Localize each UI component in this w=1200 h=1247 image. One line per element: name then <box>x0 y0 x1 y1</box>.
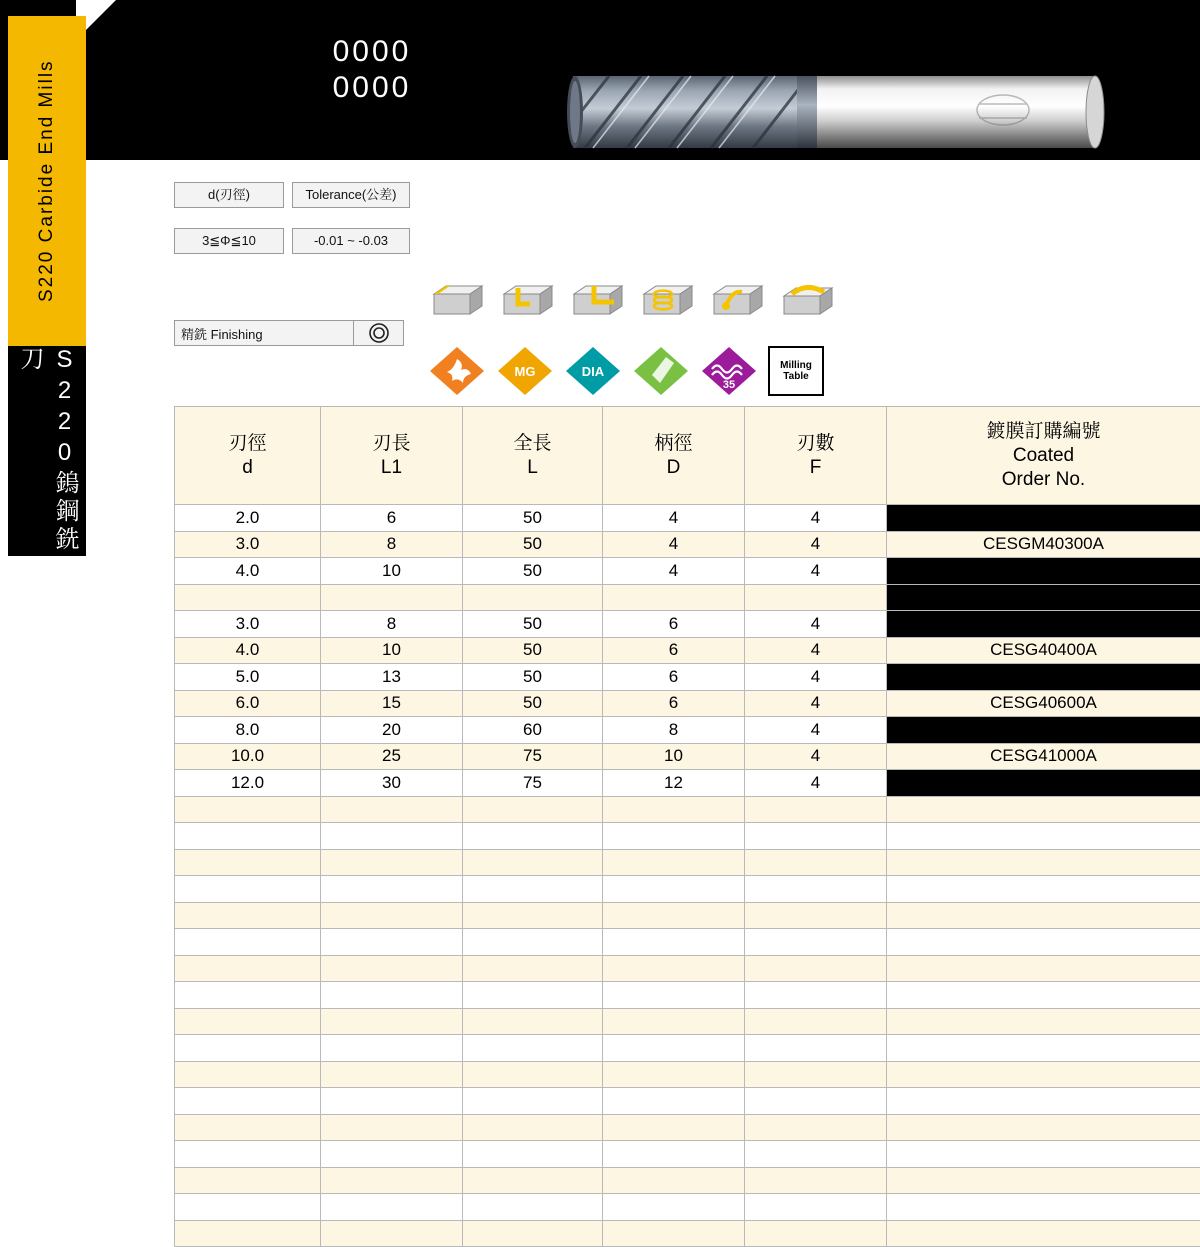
cell-flute-length <box>321 823 463 850</box>
table-row <box>175 1061 1200 1088</box>
cell-diameter: 12.0 <box>175 770 321 797</box>
tolerance-table <box>174 182 410 263</box>
cell-flute-length <box>321 1035 463 1062</box>
col-header-order-no <box>887 407 1200 505</box>
cell-shank-diameter <box>603 1088 745 1115</box>
cell-diameter: 3.0 <box>175 611 321 638</box>
cell-order-number <box>887 664 1200 691</box>
col-header-shank-d-cn: 柄徑 <box>603 432 744 456</box>
cell-diameter <box>175 1220 321 1247</box>
cell-overall-length: 75 <box>463 743 603 770</box>
cell-flute-length: 13 <box>321 664 463 691</box>
cell-flute-count: 4 <box>745 531 887 558</box>
table-row <box>175 611 1200 638</box>
end-mill-photo <box>565 62 1120 162</box>
cell-order-number <box>887 876 1200 903</box>
cell-flute-count: 4 <box>745 664 887 691</box>
cell-diameter <box>175 1008 321 1035</box>
cell-order-number <box>887 611 1200 638</box>
cell-flute-length: 25 <box>321 743 463 770</box>
cell-shank-diameter: 10 <box>603 743 745 770</box>
cell-overall-length: 50 <box>463 558 603 585</box>
cell-shank-diameter: 12 <box>603 770 745 797</box>
cell-flute-length <box>321 982 463 1009</box>
cell-flute-length <box>321 1194 463 1221</box>
milling-table-badge[interactable] <box>768 346 824 396</box>
table-row <box>175 505 1200 532</box>
spine-title-english: S220 Carbide End Mills <box>8 16 86 346</box>
col-header-l1 <box>321 407 463 505</box>
cell-order-number <box>887 505 1200 532</box>
cell-overall-length: 60 <box>463 717 603 744</box>
col-header-l-cn: 全長 <box>463 432 602 456</box>
cell-overall-length <box>463 1220 603 1247</box>
cell-flute-count <box>745 955 887 982</box>
cell-overall-length <box>463 584 603 611</box>
shoulder-cut-icon <box>570 280 626 322</box>
cell-overall-length <box>463 1008 603 1035</box>
cell-order-number <box>887 796 1200 823</box>
milling-table-label: Milling Table <box>770 360 822 382</box>
cell-diameter <box>175 902 321 929</box>
cell-diameter <box>175 1194 321 1221</box>
cell-overall-length <box>463 1088 603 1115</box>
cell-flute-count <box>745 902 887 929</box>
cell-flute-length <box>321 876 463 903</box>
cell-overall-length <box>463 1194 603 1221</box>
cell-overall-length <box>463 823 603 850</box>
cell-order-number <box>887 1061 1200 1088</box>
cell-flute-length: 10 <box>321 558 463 585</box>
helical-cut-icon <box>640 280 696 322</box>
cell-diameter <box>175 1114 321 1141</box>
cell-flute-length <box>321 1061 463 1088</box>
cell-flute-length <box>321 1088 463 1115</box>
cell-diameter <box>175 1061 321 1088</box>
cell-order-number <box>887 1220 1200 1247</box>
table-row <box>175 770 1200 797</box>
col-header-d-en: d <box>175 456 320 480</box>
cell-shank-diameter <box>603 1035 745 1062</box>
table-row <box>175 1167 1200 1194</box>
cell-flute-count: 4 <box>745 690 887 717</box>
cell-overall-length <box>463 1141 603 1168</box>
cell-overall-length <box>463 929 603 956</box>
cell-flute-length <box>321 902 463 929</box>
cell-shank-diameter <box>603 1114 745 1141</box>
col-header-shank-d <box>603 407 745 505</box>
cell-order-number: CESG41000A <box>887 743 1200 770</box>
cell-flute-count <box>745 584 887 611</box>
tolerance-header-d: d(刃徑) <box>174 182 284 208</box>
cell-diameter <box>175 796 321 823</box>
tolerance-header-tolerance: Tolerance(公差) <box>292 182 410 208</box>
cell-order-number <box>887 558 1200 585</box>
cell-shank-diameter <box>603 955 745 982</box>
cell-order-number <box>887 1194 1200 1221</box>
cell-shank-diameter <box>603 982 745 1009</box>
cell-overall-length <box>463 849 603 876</box>
product-code-block <box>312 34 432 106</box>
cell-diameter <box>175 1141 321 1168</box>
table-row <box>175 1114 1200 1141</box>
col-header-order-en: Coated <box>887 444 1200 468</box>
cell-shank-diameter <box>603 1061 745 1088</box>
cell-shank-diameter <box>603 1220 745 1247</box>
cell-order-number <box>887 584 1200 611</box>
cell-flute-count: 4 <box>745 770 887 797</box>
cell-shank-diameter: 4 <box>603 531 745 558</box>
cell-flute-count <box>745 1061 887 1088</box>
cell-overall-length: 75 <box>463 770 603 797</box>
col-header-l <box>463 407 603 505</box>
cell-overall-length <box>463 1114 603 1141</box>
cell-flute-count <box>745 849 887 876</box>
cell-overall-length <box>463 1167 603 1194</box>
cell-flute-length <box>321 1167 463 1194</box>
table-row <box>175 982 1200 1009</box>
tolerance-data-row <box>174 228 410 254</box>
coating-icon <box>428 345 486 397</box>
cell-order-number <box>887 1035 1200 1062</box>
cell-flute-count <box>745 1220 887 1247</box>
table-row <box>175 637 1200 664</box>
table-row <box>175 1141 1200 1168</box>
cell-flute-count: 4 <box>745 717 887 744</box>
cell-shank-diameter: 6 <box>603 690 745 717</box>
cell-order-number <box>887 823 1200 850</box>
cell-shank-diameter <box>603 902 745 929</box>
product-code-line-2: 0000 <box>312 70 432 106</box>
cell-overall-length <box>463 982 603 1009</box>
cell-flute-count <box>745 1194 887 1221</box>
cell-order-number: CESGM40300A <box>887 531 1200 558</box>
cell-order-number: CESG40400A <box>887 637 1200 664</box>
cell-flute-length <box>321 929 463 956</box>
machining-pictograms <box>430 280 836 322</box>
table-row <box>175 1008 1200 1035</box>
col-header-order-cn: 鍍膜訂購編號 <box>887 420 1200 444</box>
cell-flute-length <box>321 796 463 823</box>
cell-flute-length <box>321 1114 463 1141</box>
col-header-flutes <box>745 407 887 505</box>
cell-order-number <box>887 929 1200 956</box>
table-header-row <box>175 407 1200 505</box>
product-code-line-1: 0000 <box>312 34 432 70</box>
slot-cut-icon <box>430 280 486 322</box>
table-row <box>175 849 1200 876</box>
table-row <box>175 955 1200 982</box>
col-header-d-cn: 刃徑 <box>175 432 320 456</box>
mg-badge-label: MG <box>496 345 554 397</box>
cell-flute-length <box>321 955 463 982</box>
tolerance-value: -0.01 ~ -0.03 <box>292 228 410 254</box>
cell-order-number <box>887 1141 1200 1168</box>
step-cut-icon <box>500 280 556 322</box>
helix-angle-badge <box>700 345 758 397</box>
cell-flute-count <box>745 982 887 1009</box>
green-badge <box>632 345 690 397</box>
cell-flute-length <box>321 1008 463 1035</box>
cell-diameter <box>175 929 321 956</box>
table-row <box>175 531 1200 558</box>
cell-order-number <box>887 982 1200 1009</box>
col-header-l-en: L <box>463 456 602 480</box>
cell-overall-length <box>463 902 603 929</box>
table-row <box>175 690 1200 717</box>
cell-flute-length: 15 <box>321 690 463 717</box>
cell-flute-count <box>745 929 887 956</box>
table-row <box>175 717 1200 744</box>
cell-flute-count <box>745 1035 887 1062</box>
tolerance-range: 3≦Φ≦10 <box>174 228 284 254</box>
cell-shank-diameter <box>603 584 745 611</box>
cell-overall-length: 50 <box>463 690 603 717</box>
finishing-label: 精銑 Finishing <box>174 320 354 346</box>
double-circle-icon <box>354 320 404 346</box>
cell-shank-diameter <box>603 1141 745 1168</box>
cell-flute-length: 8 <box>321 531 463 558</box>
cell-shank-diameter <box>603 929 745 956</box>
specification-table <box>174 406 1200 1247</box>
cell-overall-length <box>463 1035 603 1062</box>
cell-flute-length: 10 <box>321 637 463 664</box>
cell-flute-count: 4 <box>745 505 887 532</box>
cell-diameter: 4.0 <box>175 637 321 664</box>
table-row <box>175 558 1200 585</box>
cell-shank-diameter <box>603 1008 745 1035</box>
cell-shank-diameter: 6 <box>603 637 745 664</box>
cell-overall-length: 50 <box>463 637 603 664</box>
cell-diameter: 10.0 <box>175 743 321 770</box>
cell-flute-length <box>321 1141 463 1168</box>
table-row <box>175 929 1200 956</box>
cell-flute-length: 6 <box>321 505 463 532</box>
table-row <box>175 1035 1200 1062</box>
cell-flute-count <box>745 1008 887 1035</box>
cell-diameter: 5.0 <box>175 664 321 691</box>
cell-diameter <box>175 955 321 982</box>
cell-overall-length <box>463 955 603 982</box>
cell-diameter: 6.0 <box>175 690 321 717</box>
table-row <box>175 876 1200 903</box>
cell-flute-length: 30 <box>321 770 463 797</box>
cell-order-number <box>887 849 1200 876</box>
cell-shank-diameter <box>603 823 745 850</box>
cell-shank-diameter: 8 <box>603 717 745 744</box>
table-row <box>175 1088 1200 1115</box>
profile-cut-icon <box>780 280 836 322</box>
cell-order-number <box>887 1167 1200 1194</box>
cell-shank-diameter <box>603 849 745 876</box>
cell-flute-length: 8 <box>321 611 463 638</box>
cell-shank-diameter <box>603 1167 745 1194</box>
cell-order-number: CESG40600A <box>887 690 1200 717</box>
cell-diameter: 3.0 <box>175 531 321 558</box>
cell-order-number <box>887 770 1200 797</box>
dia-badge-label: DIA <box>564 345 622 397</box>
cell-flute-count: 4 <box>745 611 887 638</box>
cell-overall-length <box>463 796 603 823</box>
cell-flute-count <box>745 823 887 850</box>
cell-diameter <box>175 823 321 850</box>
col-header-flutes-en: F <box>745 456 886 480</box>
cell-flute-count: 4 <box>745 558 887 585</box>
cell-overall-length: 50 <box>463 531 603 558</box>
feature-badges <box>428 345 824 397</box>
table-row <box>175 1194 1200 1221</box>
cell-flute-length <box>321 1220 463 1247</box>
cell-shank-diameter: 4 <box>603 505 745 532</box>
cell-diameter <box>175 876 321 903</box>
mg-badge <box>496 345 554 397</box>
cell-diameter: 8.0 <box>175 717 321 744</box>
finishing-row <box>174 320 404 346</box>
cell-shank-diameter: 6 <box>603 664 745 691</box>
col-header-shank-d-en: D <box>603 456 744 480</box>
helix-angle-label: 35 <box>700 345 758 397</box>
cell-flute-count: 4 <box>745 743 887 770</box>
cell-overall-length <box>463 876 603 903</box>
cell-order-number <box>887 1088 1200 1115</box>
cell-flute-count <box>745 1167 887 1194</box>
cell-flute-count <box>745 1088 887 1115</box>
col-header-l1-cn: 刃長 <box>321 432 462 456</box>
table-row <box>175 584 1200 611</box>
table-row <box>175 823 1200 850</box>
cell-diameter <box>175 584 321 611</box>
cell-overall-length: 50 <box>463 611 603 638</box>
cell-flute-count <box>745 1114 887 1141</box>
cell-flute-count <box>745 1141 887 1168</box>
table-row <box>175 743 1200 770</box>
col-header-d <box>175 407 321 505</box>
cell-flute-length: 20 <box>321 717 463 744</box>
cell-shank-diameter <box>603 1194 745 1221</box>
table-row <box>175 1220 1200 1247</box>
table-row <box>175 796 1200 823</box>
cell-flute-count <box>745 876 887 903</box>
cell-diameter <box>175 1088 321 1115</box>
cell-diameter: 2.0 <box>175 505 321 532</box>
cell-shank-diameter <box>603 876 745 903</box>
cell-diameter <box>175 1167 321 1194</box>
cell-shank-diameter <box>603 796 745 823</box>
spine-title-chinese: S220鎢鋼銑刀 <box>8 346 86 556</box>
cell-order-number <box>887 1114 1200 1141</box>
cell-flute-count: 4 <box>745 637 887 664</box>
cell-order-number <box>887 1008 1200 1035</box>
cell-diameter <box>175 1035 321 1062</box>
cell-order-number <box>887 955 1200 982</box>
table-row <box>175 902 1200 929</box>
col-header-flutes-cn: 刃數 <box>745 432 886 456</box>
cell-diameter: 4.0 <box>175 558 321 585</box>
cell-order-number <box>887 902 1200 929</box>
cell-diameter <box>175 849 321 876</box>
col-header-l1-en: L1 <box>321 456 462 480</box>
cell-diameter <box>175 982 321 1009</box>
table-body <box>175 505 1200 1247</box>
table-row <box>175 664 1200 691</box>
ramping-cut-icon <box>710 280 766 322</box>
cell-overall-length: 50 <box>463 664 603 691</box>
cell-flute-length <box>321 849 463 876</box>
dia-badge <box>564 345 622 397</box>
cell-overall-length <box>463 1061 603 1088</box>
cell-flute-length <box>321 584 463 611</box>
cell-flute-count <box>745 796 887 823</box>
tolerance-header-row <box>174 182 410 208</box>
col-header-order-en2: Order No. <box>887 468 1200 492</box>
cell-shank-diameter: 4 <box>603 558 745 585</box>
cell-order-number <box>887 717 1200 744</box>
cell-shank-diameter: 6 <box>603 611 745 638</box>
cell-overall-length: 50 <box>463 505 603 532</box>
